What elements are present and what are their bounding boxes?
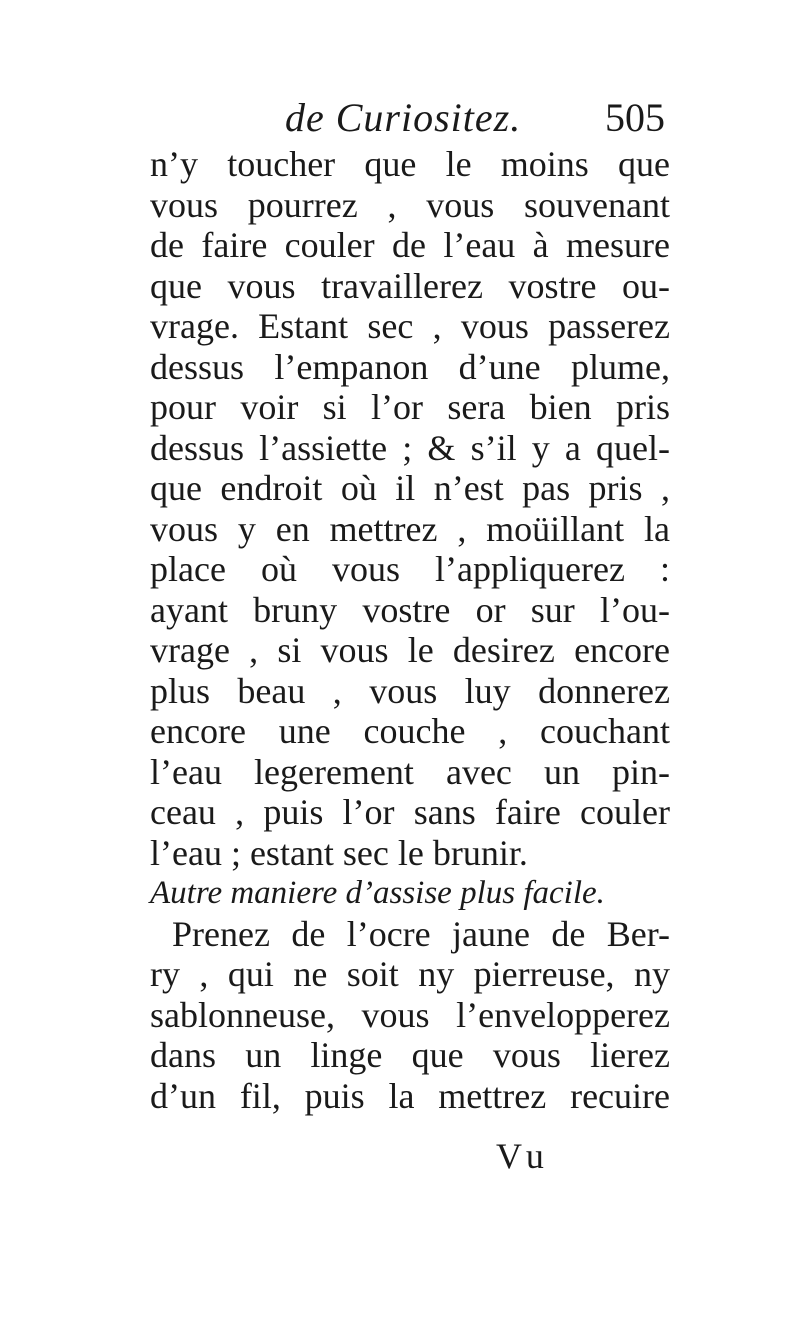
text-line: l’eau ; estant sec le brunir. (150, 832, 528, 873)
text-line: plus beau , vous luy donnerez (150, 670, 670, 711)
text-line: que endroit où il n’est pas pris , (150, 468, 670, 508)
page-number: 505 (605, 95, 665, 140)
text-line: place où vous l’appliquerez : (150, 549, 670, 589)
text-line: dans un linge que vous lierez (150, 1035, 670, 1075)
page-header (150, 92, 665, 144)
text-line: de faire couler de l’eau à mesure (150, 225, 670, 265)
body-text (150, 144, 670, 1116)
text-line: ceau , puis l’or sans faire couler (150, 792, 670, 832)
text-line: sablonneuse, vous l’envelopperez (150, 994, 670, 1035)
text-line: encore une couche , couchant (150, 711, 670, 751)
text-line: n’y toucher que le moins que (150, 144, 670, 184)
text-line: dessus l’empanon d’une plume, (150, 346, 670, 387)
text-line: vous y en mettrez , moüillant la (150, 508, 670, 549)
text-line: vous pourrez , vous souvenant (150, 184, 670, 225)
running-title: de Curiositez. (285, 95, 522, 140)
text-line: dessus l’assiette ; & s’il y a quel- (150, 427, 670, 468)
text-line: pour voir si l’or sera bien pris (150, 387, 670, 427)
text-line: que vous travaillerez vostre ou- (150, 265, 670, 306)
catchword: Vu (496, 1136, 550, 1176)
text-line: d’un fil, puis la mettrez recuire (150, 1075, 670, 1116)
text-line: vrage. Estant sec , vous passerez (150, 306, 670, 346)
text-line: ayant bruny vostre or sur l’ou- (150, 589, 670, 630)
section-subheading: Autre maniere d’assise plus facile. (150, 875, 605, 911)
text-line: vrage , si vous le desirez encore (150, 630, 670, 670)
text-line: l’eau legerement avec un pin- (150, 751, 670, 792)
text-line: ry , qui ne soit ny pierreuse, ny (150, 954, 670, 994)
text-line: Prenez de l’ocre jaune de Ber- (172, 913, 670, 954)
